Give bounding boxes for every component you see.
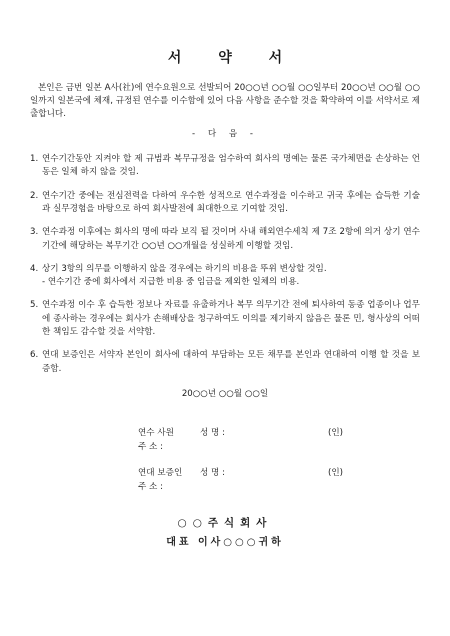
list-item: [30, 349, 420, 376]
item-text: 상기 3항의 의무를 이행하지 않을 경우에는 하기의 비용을 뚜위 변상할 것임.: [42, 263, 327, 274]
section-label: - 다 음 -: [191, 128, 258, 139]
list-item: [30, 263, 420, 290]
signature-address-row: [138, 481, 420, 495]
item-number: 6.: [30, 350, 39, 361]
representative-addressee: 대표 이사○○○귀하: [166, 536, 284, 548]
item-text: 연수기간동안 지켜야 할 제 규범과 복무규정을 엄수하여 회사의 명예는 물론 국가체면을 손상하는 언동은 일체 하지 않을 것임.: [42, 153, 420, 178]
signer-role: 연수 사원: [138, 428, 174, 439]
signer-role: 연대 보증인: [138, 468, 183, 479]
document-title: 서 약 서: [167, 50, 299, 66]
item-number: 5.: [30, 300, 39, 311]
item-text: 연수기간 중에는 전심전력을 다하여 우수한 성적으로 연수과정을 이수하고 귀국 후에는 습득한 기술과 실무경험을 바탕으로 하여 회사발전에 최대한으로 기여할 것임.: [42, 190, 420, 214]
name-label: 성 명 :: [200, 468, 225, 479]
list-item: [30, 153, 420, 180]
list-item: [30, 226, 420, 253]
intro-paragraph: 본인은 금번 일본 A사(社)에 연수요원으로 선발되어 20○○년 ○○월 ○○일부터 20○○년 ○○월 ○○일까지 일본국에 체재, 규정된 연수를 이수함에 있어 다음 사항을 준수할 것을 확약하여 이를 서약서로 제출합니다.: [30, 82, 420, 120]
signature-address-row: [138, 441, 420, 455]
document-date: 20○○년 ○○월 ○○일: [181, 389, 269, 399]
address-label: 주 소 :: [138, 482, 163, 493]
item-number: 2.: [30, 190, 39, 201]
item-text: 연대 보증인은 서약자 본인이 회사에 대하여 부담하는 모든 채무를 본인과 연대하여 이행 할 것을 보증함.: [42, 350, 420, 374]
signature-block-guarantor: [138, 467, 420, 495]
item-body: [42, 263, 420, 290]
item-number: 4.: [30, 263, 39, 274]
seal-mark: (인): [328, 428, 344, 439]
company-name: ○○주식회사: [177, 517, 273, 530]
address-label: 주 소 :: [138, 442, 163, 453]
signature-name-row: [138, 427, 420, 441]
item-text: 연수과정 이후에는 회사의 명에 따라 보직 될 것이며 사내 해외연수세칙 제 7조 2항에 의거 상기 연수 기간에 해당하는 복무기간 ○○년 ○○개월을 성실하게 이행할 것임.: [42, 227, 420, 251]
name-label: 성 명 :: [200, 428, 225, 439]
item-number: 1.: [30, 153, 39, 164]
signature-name-row: [138, 467, 420, 481]
list-item: [30, 299, 420, 339]
item-number: 3.: [30, 227, 39, 238]
signature-block-trainee: [138, 427, 420, 455]
seal-mark: (인): [328, 468, 344, 479]
list-item: [30, 190, 420, 217]
item-text: 연수과정 이수 후 습득한 정보나 자료를 유출하거나 복무 의무기간 전에 퇴사하여 동종 업종이나 업무에 종사하는 경우에는 회사가 손해배상을 청구하여도 이의를 제기하지 않음은 물론 민, 형사상의 어떠한 책임도 감수할 것을 서약함.: [42, 300, 420, 338]
item-subtext: - 연수기간 중에 회사에서 지급한 비용 중 임금을 제외한 일체의 비용.: [42, 277, 300, 288]
